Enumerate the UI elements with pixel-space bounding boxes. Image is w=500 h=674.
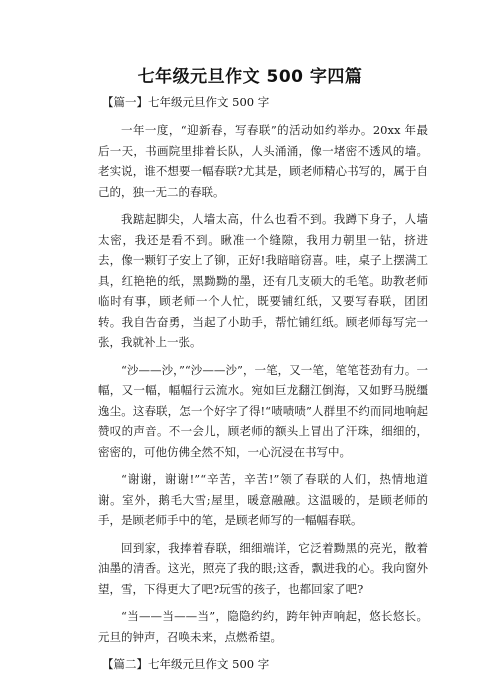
document-title: 七年级元旦作文 500 字四篇: [137, 67, 363, 87]
spacer: [98, 353, 428, 360]
paragraph: “沙——沙，”“沙——沙”，一笔，又一笔，笔笔苍劲有力。一幅，又一幅，幅幅行云流水。宛如巨龙翻江倒海，又如野马脱缰逸尘。这春联，怎一个好字了得!“啧啧啧”人群里不约而同地响起赞叹的声音。不一会儿，顾老师的额头上冒出了汗珠，细细的，密密的，可他仿佛全然不知，一心沉浸在书写中。: [98, 362, 428, 459]
paragraph: “谢谢，谢谢!”“辛苦，辛苦!”领了春联的人们，热情地道谢。室外，鹅毛大雪;屋里，暖意融融。这温暖的，是顾老师的手，是顾老师手中的笔，是顾老师写的一幅幅春联。: [98, 472, 428, 527]
spacer: [98, 599, 428, 606]
paragraph: “当——当——当”，隐隐约约，跨年钟声响起，悠长悠长。元旦的钟声，召唤未来，点燃希望。: [98, 609, 428, 644]
spacer: [98, 462, 428, 469]
section-heading-2: 【篇二】七年级元旦作文 500 字: [102, 657, 270, 671]
paragraph: 回到家，我捧着春联，细细端详，它泛着黝黑的亮光，散着油墨的清香。这光，照亮了我的眼;这香，飘进我的心。我向窗外望，雪，下得更大了吧?玩雪的孩子，也都回家了吧?: [98, 540, 428, 596]
paragraph: 一年一度，“迎新春，写春联”的活动如约举办。20xx 年最后一天，书画院里排着长队，人头涌涌，像一堵密不透风的墙。老实说，谁不想要一幅春联?尤其是，顾老师精心书写的，属于自己的，独一无二的春联。: [98, 123, 428, 199]
paragraph: 我踮起脚尖，人墙太高，什么也看不到。我蹲下身子，人墙太密，我还是看不到。瞅准一个缝隙，我用力朝里一钻，挤进去，像一颗钉子安上了铆，正好!我暗暗窃喜。哇，桌子上摆满工具，红艳艳的纸，黑黝黝的墨，还有几支硕大的毛笔。助教老师临时有事，顾老师一个人忙，既要铺红纸，又要写春联，团团转。我自告奋勇，当起了小助手，帮忙铺红纸。顾老师每写完一张，我就补上一张。: [98, 212, 428, 349]
document-body: [98, 92, 428, 674]
spacer: [98, 112, 428, 120]
spacer: [98, 531, 428, 538]
spacer: [98, 202, 428, 209]
section-heading-1: 【篇一】七年级元旦作文 500 字: [102, 95, 270, 109]
spacer: [98, 647, 428, 654]
